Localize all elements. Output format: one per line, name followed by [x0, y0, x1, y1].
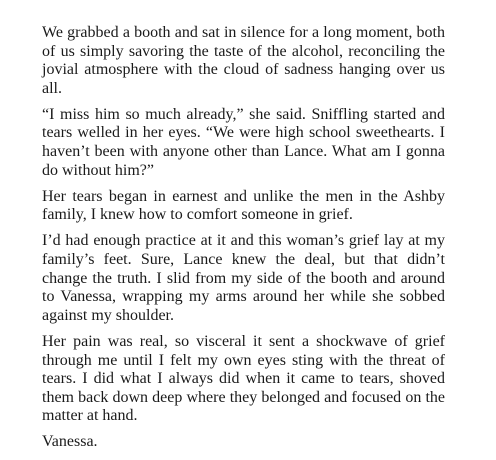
paragraph-5: Her pain was real, so visceral it sent a shockwave of grief through me until I felt my own eyes sting with the threat of tears. I did what I always did when it came to tears, shoved them back down deep where they belonged and focused on the matter at hand.	[42, 332, 445, 425]
document-page	[42, 24, 445, 459]
paragraph-3: Her tears began in earnest and unlike the men in the Ashby family, I knew how to comfort someone in grief.	[42, 187, 445, 224]
paragraph-1: We grabbed a booth and sat in silence for a long moment, both of us simply savoring the taste of the alcohol, reconciling the jovial atmosphere with the cloud of sadness hanging over us all.	[42, 24, 445, 97]
paragraph-4: I’d had enough practice at it and this woman’s grief lay at my family’s feet. Sure, Lance knew the deal, but that didn’t change the truth. I slid from my side of the booth and around to Vanessa, wrapping my arms around her while she sobbed against my shoulder.	[42, 232, 445, 324]
paragraph-6: Vanessa.	[42, 433, 98, 451]
paragraph-2: “I miss him so much already,” she said. Sniffling started and tears welled in her eyes. “We were high school sweethearts. I haven’t been with anyone other than Lance. What am I gonna do without him?”	[42, 105, 445, 179]
